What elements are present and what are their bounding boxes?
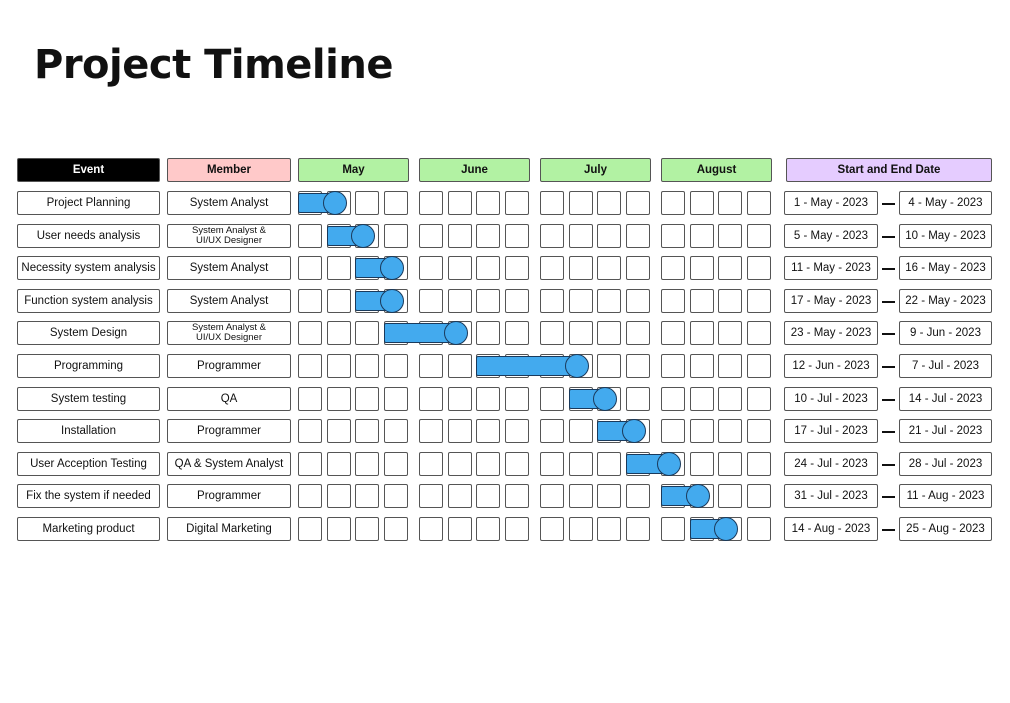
week-cell (476, 321, 500, 345)
week-cell (355, 517, 379, 541)
timeline-bar-handle[interactable] (351, 224, 375, 248)
week-cell (355, 484, 379, 508)
week-cell (355, 419, 379, 443)
week-cell (298, 256, 322, 280)
event-cell: Function system analysis (17, 289, 160, 313)
week-cell (476, 256, 500, 280)
week-cell (597, 354, 621, 378)
week-cell (540, 387, 564, 411)
week-cell (384, 452, 408, 476)
week-cell (626, 256, 650, 280)
week-cell (327, 484, 351, 508)
week-cell (419, 452, 443, 476)
week-cell (505, 256, 529, 280)
week-cell (690, 289, 714, 313)
end-date-cell: 28 - Jul - 2023 (899, 452, 992, 476)
week-cell (327, 256, 351, 280)
week-cell (298, 452, 322, 476)
week-cell (718, 419, 742, 443)
date-range-dash (882, 333, 895, 335)
event-cell: User Acception Testing (17, 452, 160, 476)
week-cell (448, 224, 472, 248)
week-cell (718, 289, 742, 313)
week-cell (626, 224, 650, 248)
week-cell (569, 321, 593, 345)
timeline-bar-handle[interactable] (444, 321, 468, 345)
week-cell (505, 452, 529, 476)
month-header-june: June (419, 158, 530, 182)
member-cell: QA & System Analyst (167, 452, 291, 476)
week-cell (626, 321, 650, 345)
week-cell (661, 256, 685, 280)
member-cell: System Analyst (167, 256, 291, 280)
week-cell (384, 484, 408, 508)
start-date-cell: 24 - Jul - 2023 (784, 452, 878, 476)
week-cell (448, 517, 472, 541)
week-cell (298, 289, 322, 313)
week-cell (327, 321, 351, 345)
timeline-bar-handle[interactable] (380, 289, 404, 313)
week-cell (540, 321, 564, 345)
start-date-cell: 5 - May - 2023 (784, 224, 878, 248)
member-cell: Programmer (167, 484, 291, 508)
week-cell (661, 224, 685, 248)
date-range-dash (882, 529, 895, 531)
week-cell (448, 452, 472, 476)
week-cell (747, 387, 771, 411)
week-cell (419, 419, 443, 443)
member-cell: System Analyst & UI/UX Designer (167, 224, 291, 248)
member-cell: System Analyst & UI/UX Designer (167, 321, 291, 345)
week-cell (718, 256, 742, 280)
week-cell (569, 452, 593, 476)
week-cell (569, 191, 593, 215)
event-cell: Project Planning (17, 191, 160, 215)
week-cell (419, 224, 443, 248)
week-cell (327, 517, 351, 541)
week-cell (690, 452, 714, 476)
week-cell (661, 354, 685, 378)
timeline-bar-handle[interactable] (323, 191, 347, 215)
week-cell (690, 191, 714, 215)
member-header: Member (167, 158, 291, 182)
week-cell (747, 191, 771, 215)
start-date-cell: 17 - May - 2023 (784, 289, 878, 313)
week-cell (419, 517, 443, 541)
week-cell (540, 484, 564, 508)
member-cell: QA (167, 387, 291, 411)
week-cell (597, 517, 621, 541)
timeline-bar-handle[interactable] (657, 452, 681, 476)
week-cell (626, 484, 650, 508)
date-range-dash (882, 431, 895, 433)
event-cell: Fix the system if needed (17, 484, 160, 508)
start-date-cell: 17 - Jul - 2023 (784, 419, 878, 443)
week-cell (569, 484, 593, 508)
week-cell (448, 354, 472, 378)
week-cell (569, 224, 593, 248)
end-date-cell: 16 - May - 2023 (899, 256, 992, 280)
week-cell (661, 191, 685, 215)
week-cell (419, 387, 443, 411)
week-cell (690, 256, 714, 280)
week-cell (355, 191, 379, 215)
week-cell (718, 321, 742, 345)
member-cell: System Analyst (167, 289, 291, 313)
member-cell: Programmer (167, 419, 291, 443)
week-cell (747, 224, 771, 248)
member-cell: Programmer (167, 354, 291, 378)
week-cell (384, 419, 408, 443)
event-cell: Programming (17, 354, 160, 378)
date-range-dash (882, 301, 895, 303)
week-cell (597, 191, 621, 215)
month-header-july: July (540, 158, 651, 182)
member-cell: Digital Marketing (167, 517, 291, 541)
week-cell (355, 452, 379, 476)
week-cell (384, 354, 408, 378)
month-header-august: August (661, 158, 772, 182)
week-cell (690, 354, 714, 378)
week-cell (540, 452, 564, 476)
week-cell (718, 452, 742, 476)
timeline-bar-handle[interactable] (565, 354, 589, 378)
week-cell (540, 256, 564, 280)
week-cell (626, 517, 650, 541)
start-date-cell: 1 - May - 2023 (784, 191, 878, 215)
week-cell (569, 517, 593, 541)
dates-header: Start and End Date (786, 158, 992, 182)
week-cell (298, 354, 322, 378)
week-cell (419, 256, 443, 280)
date-range-dash (882, 236, 895, 238)
week-cell (626, 387, 650, 411)
week-cell (747, 354, 771, 378)
week-cell (540, 419, 564, 443)
week-cell (448, 387, 472, 411)
week-cell (448, 419, 472, 443)
week-cell (747, 484, 771, 508)
event-cell: System testing (17, 387, 160, 411)
week-cell (597, 452, 621, 476)
week-cell (597, 256, 621, 280)
week-cell (505, 289, 529, 313)
week-cell (298, 517, 322, 541)
end-date-cell: 11 - Aug - 2023 (899, 484, 992, 508)
timeline-bar (476, 356, 578, 376)
page-title: Project Timeline (34, 42, 393, 88)
week-cell (476, 484, 500, 508)
week-cell (419, 484, 443, 508)
week-cell (569, 256, 593, 280)
start-date-cell: 31 - Jul - 2023 (784, 484, 878, 508)
week-cell (384, 517, 408, 541)
week-cell (718, 484, 742, 508)
week-cell (448, 191, 472, 215)
date-range-dash (882, 366, 895, 368)
week-cell (540, 191, 564, 215)
start-date-cell: 14 - Aug - 2023 (784, 517, 878, 541)
week-cell (298, 321, 322, 345)
week-cell (747, 256, 771, 280)
end-date-cell: 22 - May - 2023 (899, 289, 992, 313)
week-cell (476, 452, 500, 476)
week-cell (690, 387, 714, 411)
week-cell (327, 289, 351, 313)
start-date-cell: 12 - Jun - 2023 (784, 354, 878, 378)
week-cell (384, 224, 408, 248)
start-date-cell: 23 - May - 2023 (784, 321, 878, 345)
week-cell (419, 191, 443, 215)
week-cell (327, 354, 351, 378)
week-cell (718, 224, 742, 248)
week-cell (476, 517, 500, 541)
week-cell (448, 256, 472, 280)
member-cell: System Analyst (167, 191, 291, 215)
week-cell (597, 224, 621, 248)
month-header-may: May (298, 158, 409, 182)
event-cell: Installation (17, 419, 160, 443)
week-cell (505, 419, 529, 443)
week-cell (661, 419, 685, 443)
week-cell (661, 517, 685, 541)
date-range-dash (882, 399, 895, 401)
end-date-cell: 10 - May - 2023 (899, 224, 992, 248)
end-date-cell: 9 - Jun - 2023 (899, 321, 992, 345)
week-cell (327, 419, 351, 443)
week-cell (505, 387, 529, 411)
week-cell (747, 517, 771, 541)
end-date-cell: 4 - May - 2023 (899, 191, 992, 215)
week-cell (384, 191, 408, 215)
week-cell (505, 191, 529, 215)
date-range-dash (882, 268, 895, 270)
week-cell (505, 224, 529, 248)
timeline-bar-handle[interactable] (686, 484, 710, 508)
week-cell (505, 484, 529, 508)
week-cell (747, 419, 771, 443)
start-date-cell: 11 - May - 2023 (784, 256, 878, 280)
week-cell (626, 354, 650, 378)
week-cell (419, 354, 443, 378)
timeline-bar-handle[interactable] (593, 387, 617, 411)
week-cell (419, 289, 443, 313)
start-date-cell: 10 - Jul - 2023 (784, 387, 878, 411)
week-cell (747, 289, 771, 313)
week-cell (476, 224, 500, 248)
week-cell (355, 321, 379, 345)
week-cell (298, 419, 322, 443)
week-cell (690, 321, 714, 345)
date-range-dash (882, 203, 895, 205)
week-cell (661, 321, 685, 345)
week-cell (327, 387, 351, 411)
event-cell: User needs analysis (17, 224, 160, 248)
week-cell (327, 452, 351, 476)
week-cell (505, 321, 529, 345)
event-cell: Marketing product (17, 517, 160, 541)
week-cell (690, 419, 714, 443)
week-cell (448, 484, 472, 508)
week-cell (718, 354, 742, 378)
end-date-cell: 7 - Jul - 2023 (899, 354, 992, 378)
week-cell (298, 484, 322, 508)
week-cell (298, 387, 322, 411)
date-range-dash (882, 464, 895, 466)
week-cell (661, 289, 685, 313)
week-cell (690, 224, 714, 248)
week-cell (355, 354, 379, 378)
week-cell (355, 387, 379, 411)
week-cell (476, 387, 500, 411)
end-date-cell: 25 - Aug - 2023 (899, 517, 992, 541)
event-cell: System Design (17, 321, 160, 345)
week-cell (384, 387, 408, 411)
week-cell (597, 484, 621, 508)
week-cell (597, 289, 621, 313)
end-date-cell: 21 - Jul - 2023 (899, 419, 992, 443)
date-range-dash (882, 496, 895, 498)
week-cell (448, 289, 472, 313)
week-cell (569, 419, 593, 443)
week-cell (718, 191, 742, 215)
week-cell (476, 419, 500, 443)
week-cell (569, 289, 593, 313)
event-header: Event (17, 158, 160, 182)
end-date-cell: 14 - Jul - 2023 (899, 387, 992, 411)
week-cell (718, 387, 742, 411)
week-cell (540, 517, 564, 541)
week-cell (476, 191, 500, 215)
week-cell (626, 289, 650, 313)
week-cell (540, 289, 564, 313)
event-cell: Necessity system analysis (17, 256, 160, 280)
week-cell (661, 387, 685, 411)
week-cell (298, 224, 322, 248)
week-cell (747, 321, 771, 345)
week-cell (540, 224, 564, 248)
week-cell (747, 452, 771, 476)
week-cell (626, 191, 650, 215)
week-cell (597, 321, 621, 345)
week-cell (505, 517, 529, 541)
week-cell (476, 289, 500, 313)
